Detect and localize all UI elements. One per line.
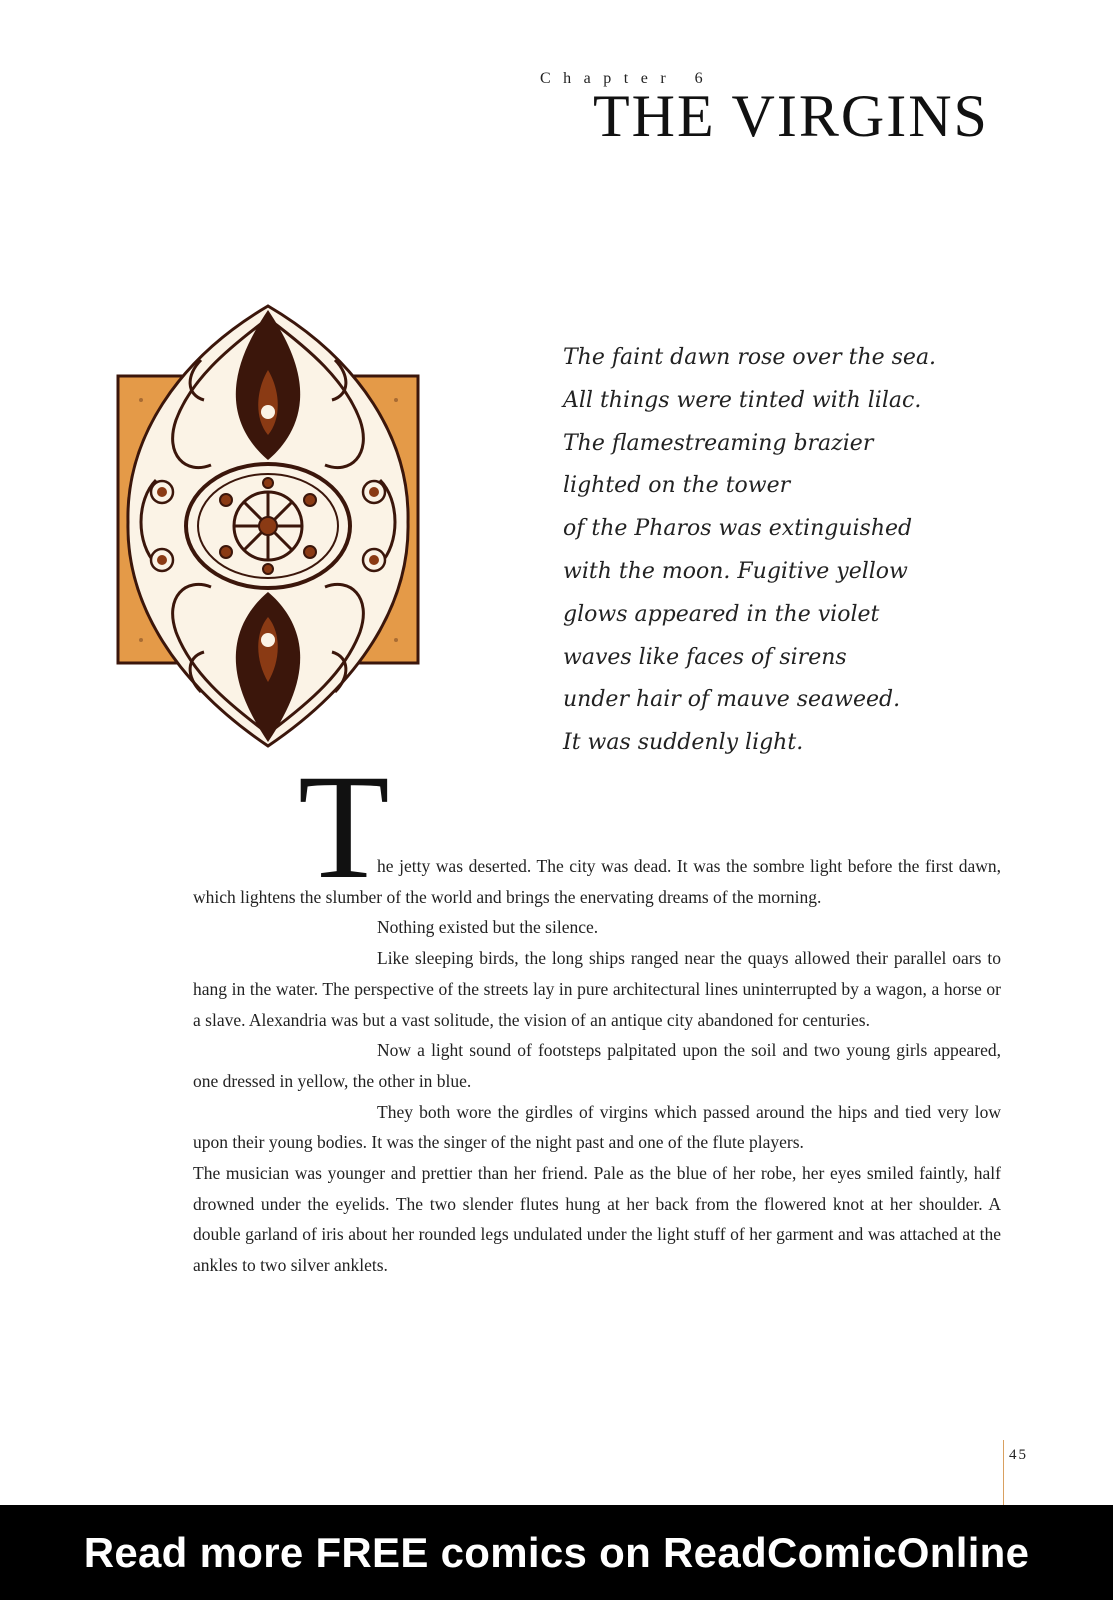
poem-line: The flamestreaming brazier [563, 430, 874, 456]
paragraph: They both wore the girdles of virgins which passed around the hips and tied very low upon their young bodies. It was the singer of the night past and one of the flute players. [193, 1101, 1001, 1153]
poem-line: lighted on the tower [563, 473, 791, 499]
page-number: 45 [1009, 1447, 1028, 1463]
poem-line: The faint dawn rose over the sea. [563, 345, 937, 370]
paragraph: Nothing existed but the silence. [377, 917, 599, 938]
poem-line: It was suddenly light. [563, 730, 804, 756]
opening-poem [563, 337, 1003, 765]
poem-line: of the Pharos was extinguished [563, 516, 913, 542]
body-text [193, 851, 1001, 1281]
paragraph: Now a light sound of footsteps palpitated upon the soil and two young girls appeared, one dressed in yellow, the other in blue. [193, 1040, 1001, 1091]
poem-line: under hair of mauve seaweed. [563, 687, 901, 713]
paragraph: he jetty was deserted. The city was dead. It was the sombre light before the first dawn, which lightens the slumber of the world and brings the enervating dreams of the morning. [193, 856, 1001, 907]
paragraph: Like sleeping birds, the long ships ranged near the quays allowed their parallel oars to hang in the water. The perspective of the streets lay in pure architectural lines uninterrupted by a wagon, a horse or a slave. Alexandria was but a vast solitude, the vision of an antique city abandoned for centuries. [193, 948, 1001, 1030]
poem-line: with the moon. Fugitive yellow [563, 558, 908, 584]
poem-line: All things were tinted with lilac. [563, 387, 922, 413]
paragraph: The musician was younger and prettier than her friend. Pale as the blue of her robe, her eyes smiled faintly, half drowned under the eyelids. The two slender flutes hung at her back from the flowered knot at her shoulder. A double garland of iris about her rounded legs undulated under the light stuff of her garment and was attached at the ankles to two silver anklets. [193, 1163, 1001, 1276]
promo-banner-link[interactable]: Read more FREE comics on ReadComicOnline [83, 1528, 1030, 1576]
ornament-icon [116, 300, 432, 760]
poem-line: glows appeared in the violet [563, 601, 880, 627]
chapter-title: THE VIRGINS [593, 83, 989, 149]
page-number-rule [1003, 1440, 1004, 1506]
poem-line: waves like faces of sirens [563, 644, 847, 670]
chapter-label: Chapter 6 [540, 70, 716, 87]
promo-banner[interactable] [0, 1505, 1113, 1600]
drop-cap-letter: T [298, 744, 390, 910]
